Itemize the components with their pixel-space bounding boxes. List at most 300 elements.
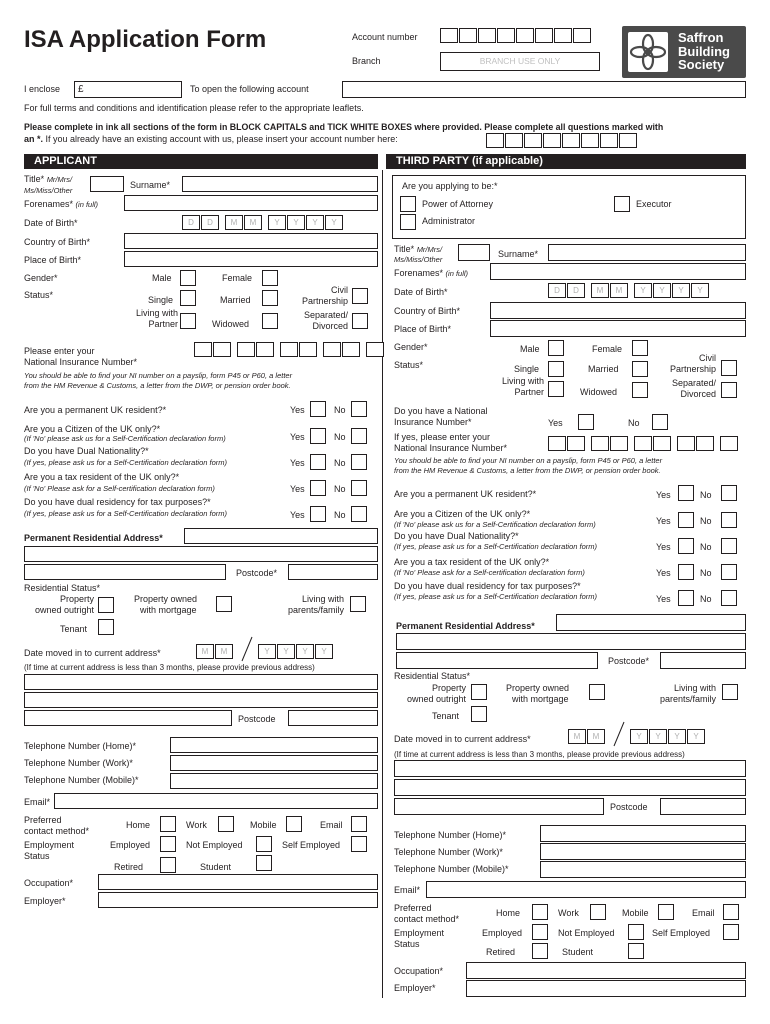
dob-cell[interactable]: M [244, 215, 262, 230]
ni-cell[interactable] [720, 436, 738, 451]
third-pref-mobile-checkbox[interactable] [658, 904, 674, 920]
third-retired-checkbox[interactable] [532, 943, 548, 959]
app-country-birth-field[interactable] [124, 233, 378, 249]
third-widowed-label: Widowed [580, 387, 618, 397]
third-civil-partnership-checkbox[interactable] [721, 360, 737, 376]
app-living-parents-checkbox[interactable] [350, 596, 366, 612]
app-male-checkbox[interactable] [180, 270, 196, 286]
app-civil-partnership-checkbox[interactable] [352, 288, 368, 304]
year-cell[interactable]: Y [296, 644, 314, 659]
app-retired-checkbox[interactable] [160, 857, 176, 873]
app-emp-2: Status [24, 851, 50, 861]
dob-cell[interactable]: D [567, 283, 585, 298]
third-pref-email-checkbox[interactable] [723, 904, 739, 920]
app-employer-field[interactable] [98, 892, 378, 908]
app-student-label: Student [200, 862, 232, 872]
ni-cell[interactable] [653, 436, 671, 451]
third-student-label: Student [562, 947, 594, 957]
third-prev-address-3[interactable] [394, 798, 604, 815]
third-q-citizen: Are you a Citizen of the UK only?* [394, 509, 531, 519]
third-ni-no-checkbox[interactable] [652, 414, 668, 430]
account-number-cells[interactable] [440, 28, 592, 43]
third-q-dual-res: Do you have dual residency for tax purposes?* [394, 581, 581, 591]
app-title-hint: Ms/Miss/Other [24, 186, 73, 195]
ni-cell[interactable] [256, 342, 274, 357]
dob-cell[interactable]: D [182, 215, 200, 230]
month-cell[interactable]: M [215, 644, 233, 659]
account-number-label: Account number [352, 32, 418, 42]
dob-cell[interactable]: M [610, 283, 628, 298]
app-dob-cells[interactable] [182, 215, 344, 230]
third-title-label: Title* Mr/Mrs/ [394, 244, 443, 254]
third-resident-no-checkbox[interactable] [721, 485, 737, 501]
ni-cell[interactable] [299, 342, 317, 357]
third-party-header: THIRD PARTY (if applicable) [386, 154, 746, 169]
third-prev-postcode-label: Postcode [610, 802, 648, 812]
third-address-line-1[interactable] [556, 614, 746, 631]
third-prev-address-2[interactable] [394, 779, 746, 796]
third-ni-enter-1: If yes, please enter your [394, 432, 491, 442]
year-cell[interactable]: Y [687, 729, 705, 744]
app-tax-yes-checkbox[interactable] [310, 480, 326, 496]
date-slash-icon [240, 636, 254, 662]
third-dual-nat-yes-checkbox[interactable] [678, 538, 694, 554]
app-prev-address-3[interactable] [24, 710, 232, 726]
third-executor-label: Executor [636, 199, 672, 209]
third-postcode-field[interactable] [660, 652, 746, 669]
form-title: ISA Application Form [24, 26, 267, 53]
ni-cell[interactable] [194, 342, 212, 357]
app-single-checkbox[interactable] [180, 290, 196, 306]
ni-cell[interactable] [610, 436, 628, 451]
app-prev-postcode-field[interactable] [288, 710, 378, 726]
app-q-dual-nat-hint: (If yes, please ask us for a Self-Certification declaration form) [24, 458, 227, 467]
third-tax-no-checkbox[interactable] [721, 564, 737, 580]
third-q-resident: Are you a permanent UK resident?* [394, 489, 537, 499]
app-married-checkbox[interactable] [262, 290, 278, 306]
third-poa-checkbox[interactable] [400, 196, 416, 212]
app-pref-home-checkbox[interactable] [160, 816, 176, 832]
dob-cell[interactable]: Y [325, 215, 343, 230]
third-prop-outright-2: owned outright [406, 694, 466, 704]
app-mobile-label: Mobile [250, 820, 277, 830]
app-title-field[interactable] [90, 176, 124, 192]
app-dual-nat-yes-checkbox[interactable] [310, 454, 326, 470]
third-ni-yes-checkbox[interactable] [578, 414, 594, 430]
year-cell[interactable]: Y [315, 644, 333, 659]
third-tax-yes-checkbox[interactable] [678, 564, 694, 580]
third-tel-mobile-field[interactable] [540, 861, 746, 878]
dob-cell[interactable]: M [591, 283, 609, 298]
app-address-line-2[interactable] [24, 546, 378, 562]
app-yes-label: Yes [290, 484, 305, 494]
month-cell[interactable]: M [568, 729, 586, 744]
account-number-cell[interactable] [554, 28, 572, 43]
third-email-field[interactable] [426, 881, 746, 898]
account-number-cell[interactable] [497, 28, 515, 43]
app-tel-home-label: Telephone Number (Home)* [24, 741, 137, 751]
app-tel-mobile-field[interactable] [170, 773, 378, 789]
app-widowed-checkbox[interactable] [262, 313, 278, 329]
terms-text: For full terms and conditions and identification please refer to the appropriate leaflets. [24, 103, 364, 113]
third-married-label: Married [588, 364, 619, 374]
app-self-employed-checkbox[interactable] [351, 836, 367, 852]
month-cell[interactable]: M [196, 644, 214, 659]
currency-symbol: £ [78, 84, 84, 95]
app-surname-field[interactable] [182, 176, 378, 192]
third-separated-label: Separated/ [671, 378, 716, 388]
third-gender-label: Gender* [394, 342, 428, 352]
ni-cell[interactable] [548, 436, 566, 451]
app-address-line-3[interactable] [24, 564, 226, 580]
dob-cell[interactable]: Y [653, 283, 671, 298]
existing-account-cell[interactable] [619, 133, 637, 148]
account-number-cell[interactable] [440, 28, 458, 43]
existing-account-cell[interactable] [505, 133, 523, 148]
third-dual-nat-no-checkbox[interactable] [721, 538, 737, 554]
third-prev-address-1[interactable] [394, 760, 746, 777]
app-yes-label: Yes [290, 405, 305, 415]
third-q-tax: Are you a tax resident of the UK only?* [394, 557, 550, 567]
app-place-birth-field[interactable] [124, 251, 378, 267]
account-number-cell[interactable] [516, 28, 534, 43]
third-ni-enter-2: National Insurance Number* [394, 443, 508, 453]
third-no-label: No [700, 568, 712, 578]
ni-cell[interactable] [342, 342, 360, 357]
branch-field[interactable] [440, 52, 600, 71]
app-ni-cells[interactable] [194, 342, 385, 357]
dob-cell[interactable]: Y [306, 215, 324, 230]
third-q-citizen-hint: (If 'No' please ask us for a Self-Certification declaration form) [394, 520, 596, 529]
third-prop-mortgage-checkbox[interactable] [589, 684, 605, 700]
third-no-label: No [700, 516, 712, 526]
enclose-amount-field[interactable] [74, 81, 182, 98]
ni-cell[interactable] [237, 342, 255, 357]
app-prev-address-2[interactable] [24, 692, 378, 708]
third-citizen-yes-checkbox[interactable] [678, 512, 694, 528]
third-dual-res-no-checkbox[interactable] [721, 590, 737, 606]
third-single-checkbox[interactable] [548, 361, 564, 377]
instructions-text: Please complete in ink all sections of the form in BLOCK CAPITALS and TICK WHITE BOXES where provided. Please complete all questions marked with [24, 122, 664, 132]
third-address-line-3[interactable] [396, 652, 598, 669]
third-ni-cells[interactable] [548, 436, 739, 451]
app-country-birth-label: Country of Birth* [24, 237, 91, 247]
account-number-cell[interactable] [535, 28, 553, 43]
app-not-employed-checkbox[interactable] [256, 836, 272, 852]
ni-cell[interactable] [677, 436, 695, 451]
third-place-birth-label: Place of Birth* [394, 324, 452, 334]
dob-cell[interactable]: Y [268, 215, 286, 230]
app-self-employed-label: Self Employed [282, 840, 341, 850]
app-date-moved-hint: (If time at current address is less than 3 months, please provide previous address) [24, 663, 315, 672]
app-date-moved-month[interactable] [196, 644, 234, 659]
third-emp-1: Employment [394, 928, 445, 938]
third-living-with-1: Living with [673, 683, 716, 693]
i-enclose-label: I enclose [24, 84, 61, 94]
third-tel-home-field[interactable] [540, 825, 746, 842]
app-occupation-field[interactable] [98, 874, 378, 890]
third-home-label: Home [496, 908, 521, 918]
app-separated-checkbox[interactable] [352, 313, 368, 329]
third-dual-res-yes-checkbox[interactable] [678, 590, 694, 606]
column-divider [382, 170, 383, 998]
third-resident-yes-checkbox[interactable] [678, 485, 694, 501]
third-dob-cells[interactable] [548, 283, 710, 298]
third-title-field[interactable] [458, 244, 490, 261]
third-status-label: Status* [394, 360, 424, 370]
app-prop-mortgage-2: with mortgage [140, 605, 197, 615]
app-divorced-label: Divorced [312, 321, 348, 331]
app-address-line-1[interactable] [184, 528, 378, 544]
app-prev-address-1[interactable] [24, 674, 378, 690]
app-citizen-no-checkbox[interactable] [351, 428, 367, 444]
third-emp-2: Status [394, 939, 420, 949]
app-tenant-checkbox[interactable] [98, 619, 114, 635]
third-pref-home-checkbox[interactable] [532, 904, 548, 920]
year-cell[interactable]: Y [649, 729, 667, 744]
app-dual-res-yes-checkbox[interactable] [310, 506, 326, 522]
existing-account-cell[interactable] [486, 133, 504, 148]
app-yes-label: Yes [290, 432, 305, 442]
account-number-cell[interactable] [478, 28, 496, 43]
third-applying-label: Are you applying to be:* [402, 181, 498, 191]
third-employer-label: Employer* [394, 983, 436, 993]
ni-cell[interactable] [323, 342, 341, 357]
app-email-opt-label: Email [320, 820, 343, 830]
app-emp-1: Employment [24, 840, 75, 850]
third-female-label: Female [592, 344, 623, 354]
ni-cell[interactable] [696, 436, 714, 451]
month-cell[interactable]: M [587, 729, 605, 744]
third-address-line-2[interactable] [396, 633, 746, 650]
ni-cell[interactable] [634, 436, 652, 451]
app-pref-work-checkbox[interactable] [218, 816, 234, 832]
app-prop-mortgage-checkbox[interactable] [216, 596, 232, 612]
app-pref-mobile-checkbox[interactable] [286, 816, 302, 832]
app-dual-res-no-checkbox[interactable] [351, 506, 367, 522]
third-email-label: Email* [394, 885, 421, 895]
third-married-checkbox[interactable] [632, 361, 648, 377]
third-tenant-checkbox[interactable] [471, 706, 487, 722]
third-prop-outright-checkbox[interactable] [471, 684, 487, 700]
existing-account-cell[interactable] [543, 133, 561, 148]
app-prop-outright-2: owned outright [34, 605, 94, 615]
app-student-checkbox[interactable] [256, 855, 272, 871]
existing-account-cell[interactable] [581, 133, 599, 148]
app-citizen-yes-checkbox[interactable] [310, 428, 326, 444]
third-pref-work-checkbox[interactable] [590, 904, 606, 920]
app-address-label: Permanent Residential Address* [24, 533, 163, 543]
third-occupation-field[interactable] [466, 962, 746, 979]
third-title-hint: Ms/Miss/Other [394, 255, 443, 264]
third-prop-outright-1: Property [431, 683, 466, 693]
third-executor-checkbox[interactable] [614, 196, 630, 212]
third-email-opt-label: Email [692, 908, 715, 918]
app-forenames-label: Forenames* (in full) [24, 199, 99, 209]
third-male-checkbox[interactable] [548, 340, 564, 356]
third-place-birth-field[interactable] [490, 320, 746, 337]
third-partnership-label: Partnership [669, 364, 716, 374]
dob-cell[interactable]: Y [672, 283, 690, 298]
account-type-field[interactable] [342, 81, 746, 98]
third-self-employed-checkbox[interactable] [723, 924, 739, 940]
third-employed-checkbox[interactable] [532, 924, 548, 940]
third-yes-label: Yes [656, 568, 671, 578]
app-q-resident: Are you a permanent UK resident?* [24, 405, 167, 415]
dob-cell[interactable]: D [548, 283, 566, 298]
account-number-cell[interactable] [459, 28, 477, 43]
app-prop-outright-checkbox[interactable] [98, 597, 114, 613]
third-date-moved-month[interactable] [568, 729, 606, 744]
existing-account-label: If you already have an existing account with us, please insert your account number here: [45, 134, 398, 144]
third-q-tax-hint: (If 'No' Please ask for a Self-certification declaration form) [394, 568, 585, 577]
third-surname-field[interactable] [548, 244, 746, 261]
app-home-label: Home [126, 820, 151, 830]
third-no-label: No [700, 490, 712, 500]
year-cell[interactable]: Y [630, 729, 648, 744]
app-no-label: No [334, 432, 346, 442]
third-no-label: No [700, 542, 712, 552]
app-tax-no-checkbox[interactable] [351, 480, 367, 496]
app-ni-label-2: National Insurance Number* [24, 357, 138, 367]
app-resident-yes-checkbox[interactable] [310, 401, 326, 417]
third-q-dual-res-hint: (If yes, please ask us for a Self-Certification declaration form) [394, 592, 597, 601]
app-postcode-field[interactable] [288, 564, 378, 580]
app-employed-checkbox[interactable] [160, 836, 176, 852]
app-resident-no-checkbox[interactable] [351, 401, 367, 417]
third-pref-1: Preferred [394, 903, 432, 913]
app-tel-home-field[interactable] [170, 737, 378, 753]
third-citizen-no-checkbox[interactable] [721, 512, 737, 528]
third-prop-mortgage-1: Property owned [506, 683, 570, 693]
app-pref-1: Preferred [24, 815, 62, 825]
year-cell[interactable]: Y [668, 729, 686, 744]
logo-wordmark [678, 31, 730, 72]
year-cell[interactable]: Y [277, 644, 295, 659]
app-pref-2: contact method* [24, 826, 90, 836]
third-living-partner-checkbox[interactable] [548, 381, 564, 397]
third-yes-label: Yes [656, 542, 671, 552]
third-date-moved-label: Date moved in to current address* [394, 734, 531, 744]
app-surname-label: Surname* [130, 180, 171, 190]
app-yes-label: Yes [290, 458, 305, 468]
app-tenant-label: Tenant [60, 624, 88, 634]
app-female-checkbox[interactable] [262, 270, 278, 286]
existing-account-cell[interactable] [562, 133, 580, 148]
third-mobile-label: Mobile [622, 908, 649, 918]
app-q-tax: Are you a tax resident of the UK only?* [24, 472, 180, 482]
existing-account-cell[interactable] [524, 133, 542, 148]
app-q-citizen: Are you a Citizen of the UK only?* [24, 424, 161, 434]
app-dual-nat-no-checkbox[interactable] [351, 454, 367, 470]
year-cell[interactable]: Y [258, 644, 276, 659]
third-country-birth-field[interactable] [490, 302, 746, 319]
saffron-logo [622, 26, 746, 78]
app-postcode-label: Postcode* [236, 568, 278, 578]
app-res-status-label: Residential Status* [24, 583, 101, 593]
date-slash-icon [612, 721, 626, 747]
dob-cell[interactable]: M [225, 215, 243, 230]
third-forenames-field[interactable] [490, 263, 746, 280]
third-q-ni-1: Do you have a National [394, 406, 488, 416]
app-living-partner-checkbox[interactable] [180, 313, 196, 329]
app-q-citizen-hint: (If 'No' please ask us for a Self-Certification declaration form) [24, 434, 226, 443]
app-partner-label: Partner [148, 319, 178, 329]
third-q-dual-nat-hint: (If yes, please ask us for a Self-Certification declaration form) [394, 542, 597, 551]
third-occupation-label: Occupation* [394, 966, 444, 976]
app-date-moved-label: Date moved in to current address* [24, 648, 161, 658]
instructions-an: an *. [24, 134, 44, 144]
third-widowed-checkbox[interactable] [632, 382, 648, 398]
app-no-label: No [334, 484, 346, 494]
app-ni-hint-2: from the HM Revenue & Customs, a letter from the DWP, or pension order book. [24, 381, 291, 390]
third-date-moved-hint: (If time at current address is less than 3 months, please provide previous address) [394, 750, 685, 759]
app-work-label: Work [186, 820, 207, 830]
ni-cell[interactable] [366, 342, 384, 357]
third-student-checkbox[interactable] [628, 943, 644, 959]
third-administrator-label: Administrator [422, 216, 476, 226]
existing-account-cells[interactable] [486, 133, 638, 148]
third-female-checkbox[interactable] [632, 340, 648, 356]
third-not-employed-label: Not Employed [558, 928, 615, 938]
app-no-label: No [334, 405, 346, 415]
app-tel-mobile-label: Telephone Number (Mobile)* [24, 775, 139, 785]
third-separated-checkbox[interactable] [721, 382, 737, 398]
applicant-header: APPLICANT [24, 154, 378, 169]
third-not-employed-checkbox[interactable] [628, 924, 644, 940]
account-number-cell[interactable] [573, 28, 591, 43]
ni-cell[interactable] [213, 342, 231, 357]
app-forenames-field[interactable] [124, 195, 378, 211]
dob-cell[interactable]: Y [634, 283, 652, 298]
third-address-label: Permanent Residential Address* [396, 621, 535, 631]
ni-cell[interactable] [280, 342, 298, 357]
app-prev-postcode-label: Postcode [238, 714, 276, 724]
app-living-with-1: Living with [301, 594, 344, 604]
app-civil-label: Civil [331, 285, 348, 295]
app-separated-label: Separated/ [303, 310, 348, 320]
app-single-label: Single [148, 295, 174, 305]
third-administrator-checkbox[interactable] [400, 214, 416, 230]
app-prop-outright-1: Property [59, 594, 94, 604]
dob-cell[interactable]: D [201, 215, 219, 230]
dob-cell[interactable]: Y [287, 215, 305, 230]
app-pref-email-checkbox[interactable] [351, 816, 367, 832]
third-yes-label: Yes [656, 594, 671, 604]
third-country-birth-label: Country of Birth* [394, 306, 461, 316]
logo-word: Society [678, 57, 725, 72]
app-q-dual-res-hint: (If yes, please ask us for a Self-Certification declaration form) [24, 509, 227, 518]
app-gender-label: Gender* [24, 273, 58, 283]
third-tel-work-label: Telephone Number (Work)* [394, 847, 503, 857]
dob-cell[interactable]: Y [691, 283, 709, 298]
third-tel-work-field[interactable] [540, 843, 746, 860]
third-prev-postcode-field[interactable] [660, 798, 746, 815]
app-email-field[interactable] [54, 793, 378, 809]
app-date-moved-year[interactable] [258, 644, 334, 659]
ni-cell[interactable] [567, 436, 585, 451]
app-tel-work-field[interactable] [170, 755, 378, 771]
third-pref-2: contact method* [394, 914, 460, 924]
third-employer-field[interactable] [466, 980, 746, 997]
ni-cell[interactable] [591, 436, 609, 451]
app-q-dual-res: Do you have dual residency for tax purposes?* [24, 497, 211, 507]
third-date-moved-year[interactable] [630, 729, 706, 744]
third-living-parents-checkbox[interactable] [722, 684, 738, 700]
third-yes-label: Yes [656, 516, 671, 526]
existing-account-cell[interactable] [600, 133, 618, 148]
app-q-dual-nat: Do you have Dual Nationality?* [24, 446, 149, 456]
